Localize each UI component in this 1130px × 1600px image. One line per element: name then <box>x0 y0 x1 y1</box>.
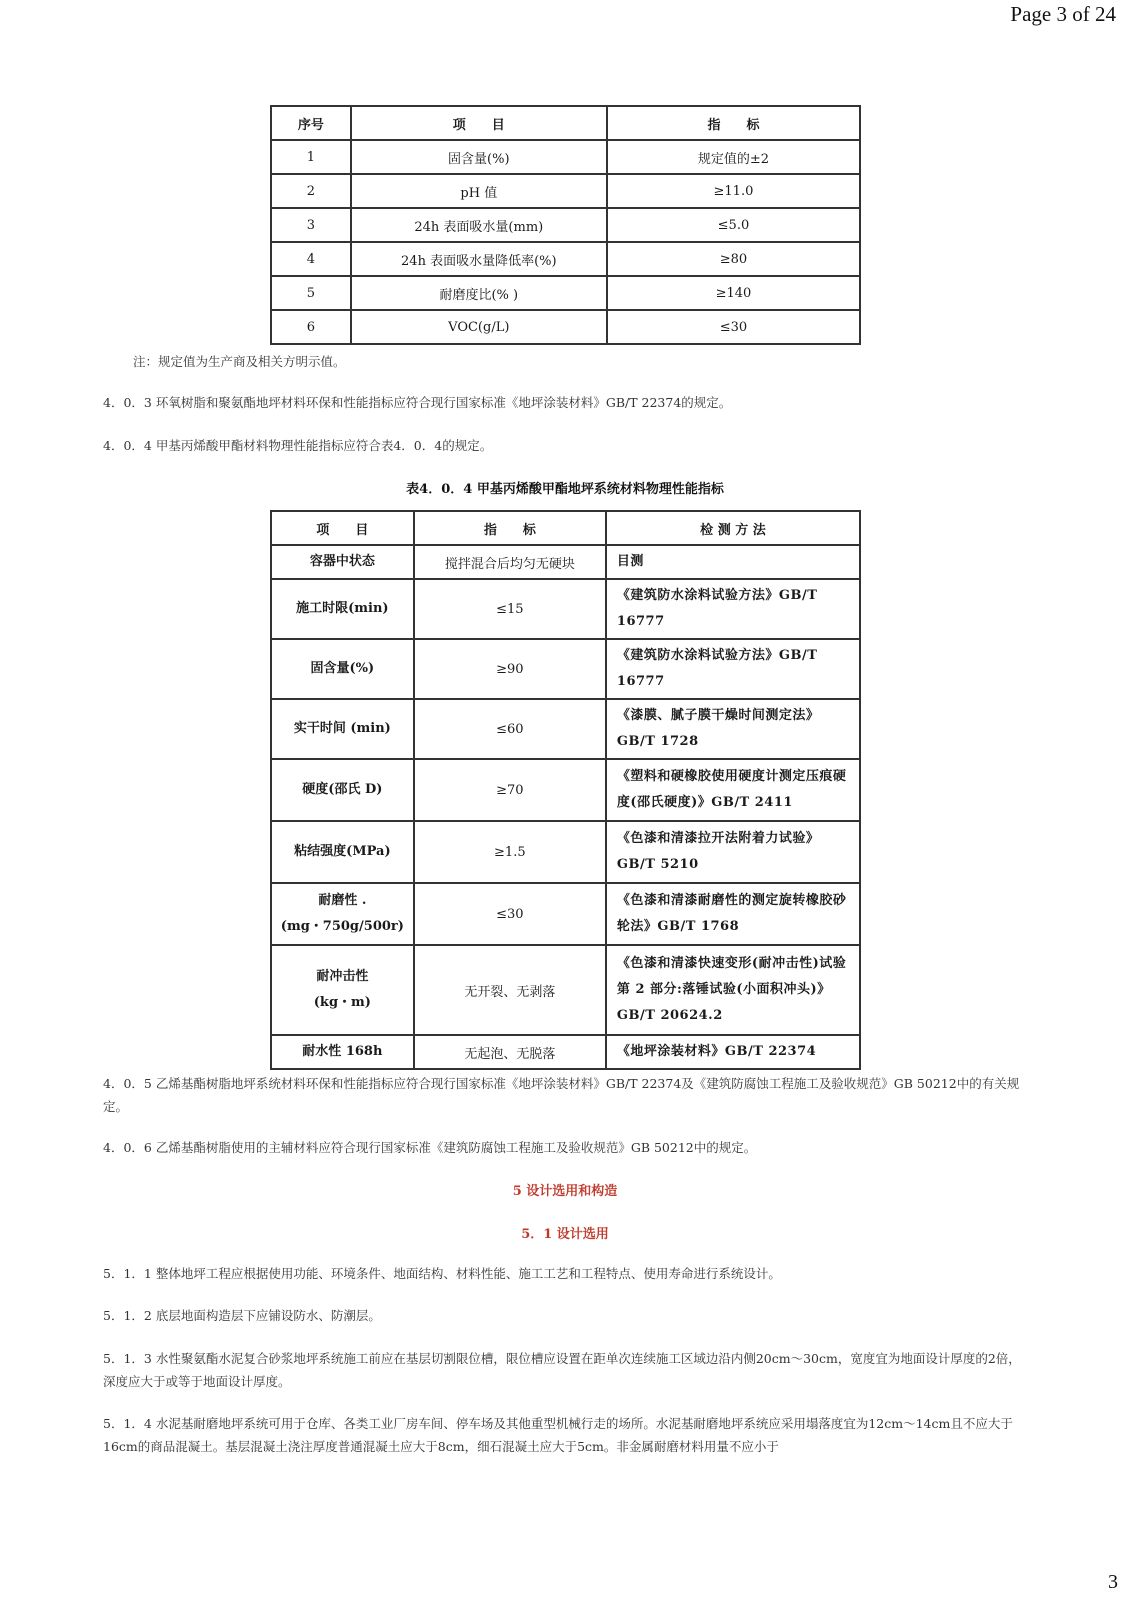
table-cell-item: 耐冲击性 (kg・m) <box>271 945 414 1035</box>
table-row <box>271 174 860 208</box>
table-cell-item: 硬度(邵氏 D) <box>271 759 414 821</box>
section-heading-5-1: 5．1 设计选用 <box>521 1227 609 1242</box>
table-row <box>271 242 860 276</box>
table-row <box>271 883 860 945</box>
table-cell-item: 粘结强度(MPa) <box>271 821 414 883</box>
table-cell-item: 施工时限(min) <box>271 579 414 639</box>
column-header: 检 测 方 法 <box>606 511 860 545</box>
table-cell: ≤30 <box>607 310 860 344</box>
page-number: 3 <box>1108 1571 1118 1593</box>
table-cell: 4 <box>271 242 351 276</box>
page-counter: Page 3 of 24 <box>1010 2 1116 26</box>
clause-5-1-1: 5．1．1 整体地坪工程应根据使用功能、环境条件、地面结构、材料性能、施工工艺和工程特点、使用寿命进行系统设计。 <box>103 1266 781 1281</box>
table-cell-value: ≤30 <box>414 883 606 945</box>
table-cell-method: 《建筑防水涂料试验方法》GB/T 16777 <box>606 579 860 639</box>
table-cell: 24h 表面吸水量(mm) <box>351 208 607 242</box>
table-cell: 3 <box>271 208 351 242</box>
table-cell-item: 容器中状态 <box>271 545 414 579</box>
table-cell: VOC(g/L) <box>351 310 607 344</box>
table-caption: 表4．0．4 甲基丙烯酸甲酯地坪系统材料物理性能指标 <box>406 482 724 497</box>
table-cell: ≥140 <box>607 276 860 310</box>
table-row <box>271 945 860 1035</box>
table-row <box>271 545 860 579</box>
table-note: 注：规定值为生产商及相关方明示值。 <box>133 354 346 369</box>
section-heading-5: 5 设计选用和构造 <box>512 1184 618 1199</box>
table-cell-method: 《地坪涂装材料》GB/T 22374 <box>606 1035 860 1069</box>
table-cell: ≤5.0 <box>607 208 860 242</box>
column-header: 项 目 <box>271 511 414 545</box>
column-header: 项 目 <box>351 106 607 140</box>
table-row <box>271 276 860 310</box>
clause-4-0-5: 4．0．5 乙烯基酯树脂地坪系统材料环保和性能指标应符合现行国家标准《地坪涂装材料》GB/T 22374及《建筑防腐蚀工程施工及验收规范》GB 50212中的有关规定。 <box>103 1076 1020 1114</box>
table-cell: 1 <box>271 140 351 174</box>
table-cell-method: 《色漆和清漆拉开法附着力试验》GB/T 5210 <box>606 821 860 883</box>
clause-4-0-4: 4．0．4 甲基丙烯酸甲酯材料物理性能指标应符合表4．0．4的规定。 <box>103 438 493 453</box>
table-cell-method: 《色漆和清漆快速变形(耐冲击性)试验 第 2 部分:落锤试验(小面积冲头)》GB/T 20624.2 <box>606 945 860 1035</box>
clause-4-0-6: 4．0．6 乙烯基酯树脂使用的主辅材料应符合现行国家标准《建筑防腐蚀工程施工及验收规范》GB 50212中的规定。 <box>103 1140 757 1155</box>
table-row <box>271 579 860 639</box>
table-cell: 耐磨度比(% ) <box>351 276 607 310</box>
table-row <box>271 310 860 344</box>
table-cell: ≥11.0 <box>607 174 860 208</box>
table-cell-method: 《色漆和清漆耐磨性的测定旋转橡胶砂轮法》GB/T 1768 <box>606 883 860 945</box>
column-header: 指 标 <box>414 511 606 545</box>
clause-5-1-4: 5．1．4 水泥基耐磨地坪系统可用于仓库、各类工业厂房车间、停车场及其他重型机械行走的场所。水泥基耐磨地坪系统应采用塌落度宜为12cm～14cm且不应大于16cm的商品混凝土。基层混凝土浇注厚度普通混凝土应大于8cm，细石混凝土应大于5cm。非金属耐磨材料用量不应小于 <box>103 1416 1013 1454</box>
table-cell-value: ≥70 <box>414 759 606 821</box>
column-header: 指 标 <box>607 106 860 140</box>
table-cell: 6 <box>271 310 351 344</box>
table-row <box>271 699 860 759</box>
table-row <box>271 208 860 242</box>
table-cell-item: 耐磨性 . (mg・750g/500r) <box>271 883 414 945</box>
table-cell-value: 无起泡、无脱落 <box>414 1035 606 1069</box>
table-cell: 2 <box>271 174 351 208</box>
clause-5-1-2: 5．1．2 底层地面构造层下应铺设防水、防潮层。 <box>103 1308 381 1323</box>
mma-properties-table <box>270 510 861 1070</box>
table-cell: 5 <box>271 276 351 310</box>
table-row <box>271 140 860 174</box>
table-cell-method: 《塑料和硬橡胶使用硬度计测定压痕硬度(邵氏硬度)》GB/T 2411 <box>606 759 860 821</box>
table-cell-value: ≤60 <box>414 699 606 759</box>
table-cell-method: 《漆膜、腻子膜干燥时间测定法》GB/T 1728 <box>606 699 860 759</box>
table-cell-item: 固含量(%) <box>271 639 414 699</box>
clause-4-0-3: 4．0．3 环氧树脂和聚氨酯地坪材料环保和性能指标应符合现行国家标准《地坪涂装材料》GB/T 22374的规定。 <box>103 395 732 410</box>
table-cell: 规定值的±2 <box>607 140 860 174</box>
material-index-table <box>270 105 861 345</box>
column-header: 序号 <box>271 106 351 140</box>
table-row <box>271 759 860 821</box>
table-row <box>271 639 860 699</box>
table-header-row <box>271 511 860 545</box>
table-cell-item: 实干时间 (min) <box>271 699 414 759</box>
table-row <box>271 1035 860 1069</box>
table-cell-value: ≥90 <box>414 639 606 699</box>
table-cell-value: 无开裂、无剥落 <box>414 945 606 1035</box>
table-cell: pH 值 <box>351 174 607 208</box>
clause-5-1-3: 5．1．3 水性聚氨酯水泥复合砂浆地坪系统施工前应在基层切割限位槽，限位槽应设置在距单次连续施工区域边沿内侧20cm～30cm，宽度宜为地面设计厚度的2倍，深度应大于或等于地面设计厚度。 <box>103 1351 1021 1389</box>
table-cell: 24h 表面吸水量降低率(%) <box>351 242 607 276</box>
table-cell-item: 耐水性 168h <box>271 1035 414 1069</box>
table-cell-method: 目测 <box>606 545 860 579</box>
table-cell: 固含量(%) <box>351 140 607 174</box>
table-row <box>271 821 860 883</box>
table-cell-value: ≤15 <box>414 579 606 639</box>
table-cell-value: ≥1.5 <box>414 821 606 883</box>
table-header-row <box>271 106 860 140</box>
table-cell-method: 《建筑防水涂料试验方法》GB/T 16777 <box>606 639 860 699</box>
table-cell: ≥80 <box>607 242 860 276</box>
table-cell-value: 搅拌混合后均匀无硬块 <box>414 545 606 579</box>
